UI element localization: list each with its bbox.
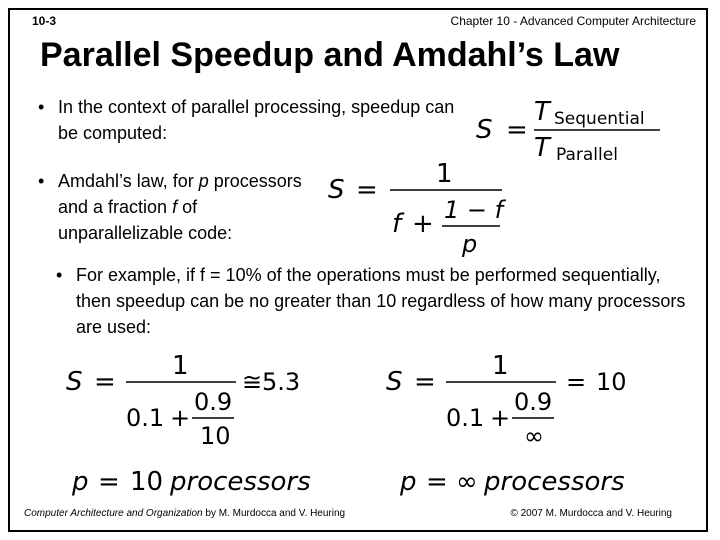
eq-lhs: S xyxy=(386,367,403,397)
bullet-dot: • xyxy=(38,97,45,117)
eq-lhs: S xyxy=(66,367,83,397)
bullet-dot: • xyxy=(56,265,63,285)
bullet-amdahl xyxy=(38,168,308,246)
p-equals: = xyxy=(426,467,448,497)
amdahl-equation xyxy=(326,158,506,266)
eq-equals: = xyxy=(94,367,116,397)
eq-den-sub: Parallel xyxy=(556,145,618,165)
footer-copyright: © 2007 M. Murdocca and V. Heuring xyxy=(510,508,672,519)
eq-result: 5.3 xyxy=(262,368,301,396)
p-equals: = xyxy=(98,467,120,497)
eq-plus: + xyxy=(170,404,191,432)
p-label: p xyxy=(400,467,417,497)
eq-approx: ≅ xyxy=(242,368,263,396)
bullet-text: Amdahl’s law, for p processors and a fraction f of unparallelizable code: xyxy=(58,171,302,243)
eq-result: 10 xyxy=(596,368,627,396)
example-equation-2 xyxy=(384,350,644,504)
bullet-text: In the context of parallel processing, speedup can be computed: xyxy=(58,97,455,143)
eq-lhs: S xyxy=(328,175,345,205)
p-value: 10 xyxy=(130,467,164,497)
eq-num-sub: Sequential xyxy=(554,109,645,129)
example-equation-1 xyxy=(64,350,324,504)
eq-num-var: T xyxy=(534,97,550,127)
eq-equals: = xyxy=(506,115,528,145)
eq-equals: = xyxy=(356,175,378,205)
bullet-text: For example, if f = 10% of the operations must be performed sequentially, then speedup can be no greater than 10 regardless of how many processors are used: xyxy=(76,265,686,337)
eq-inner-denominator: 10 xyxy=(200,422,231,450)
eq-equals: = xyxy=(414,367,436,397)
eq-plus: + xyxy=(412,209,434,239)
bullet-example xyxy=(56,262,692,340)
chapter-title: Chapter 10 - Advanced Computer Architecture xyxy=(450,14,696,28)
p-label: p xyxy=(72,467,89,497)
bullet-dot: • xyxy=(38,171,45,191)
p-unit: processors xyxy=(170,467,311,497)
eq-a: 0.1 xyxy=(126,404,165,432)
slide-title: Parallel Speedup and Amdahl’s Law xyxy=(40,36,620,74)
eq-numerator: 1 xyxy=(172,351,189,381)
eq-lhs: S xyxy=(476,115,493,145)
eq-f: f xyxy=(392,209,402,239)
page-number: 10-3 xyxy=(32,14,57,28)
footer-book: Computer Architecture and Organization by M. Murdocca and V. Heuring xyxy=(24,508,346,519)
bullet-speedup xyxy=(38,94,478,146)
eq-den-var: T xyxy=(534,133,550,163)
eq-result-equals: = xyxy=(566,368,587,396)
eq-inner-numerator: 0.9 xyxy=(194,388,233,416)
eq-plus: + xyxy=(490,404,511,432)
eq-numerator: 1 xyxy=(492,351,509,381)
eq-inner-numerator: 1 − f xyxy=(444,196,504,224)
p-unit: processors xyxy=(484,467,625,497)
p-value: ∞ xyxy=(456,467,478,497)
eq-numerator: 1 xyxy=(436,159,453,189)
eq-inner-denominator: p xyxy=(462,230,478,258)
eq-inner-numerator: 0.9 xyxy=(514,388,553,416)
eq-a: 0.1 xyxy=(446,404,485,432)
eq-inner-denominator: ∞ xyxy=(524,422,544,450)
